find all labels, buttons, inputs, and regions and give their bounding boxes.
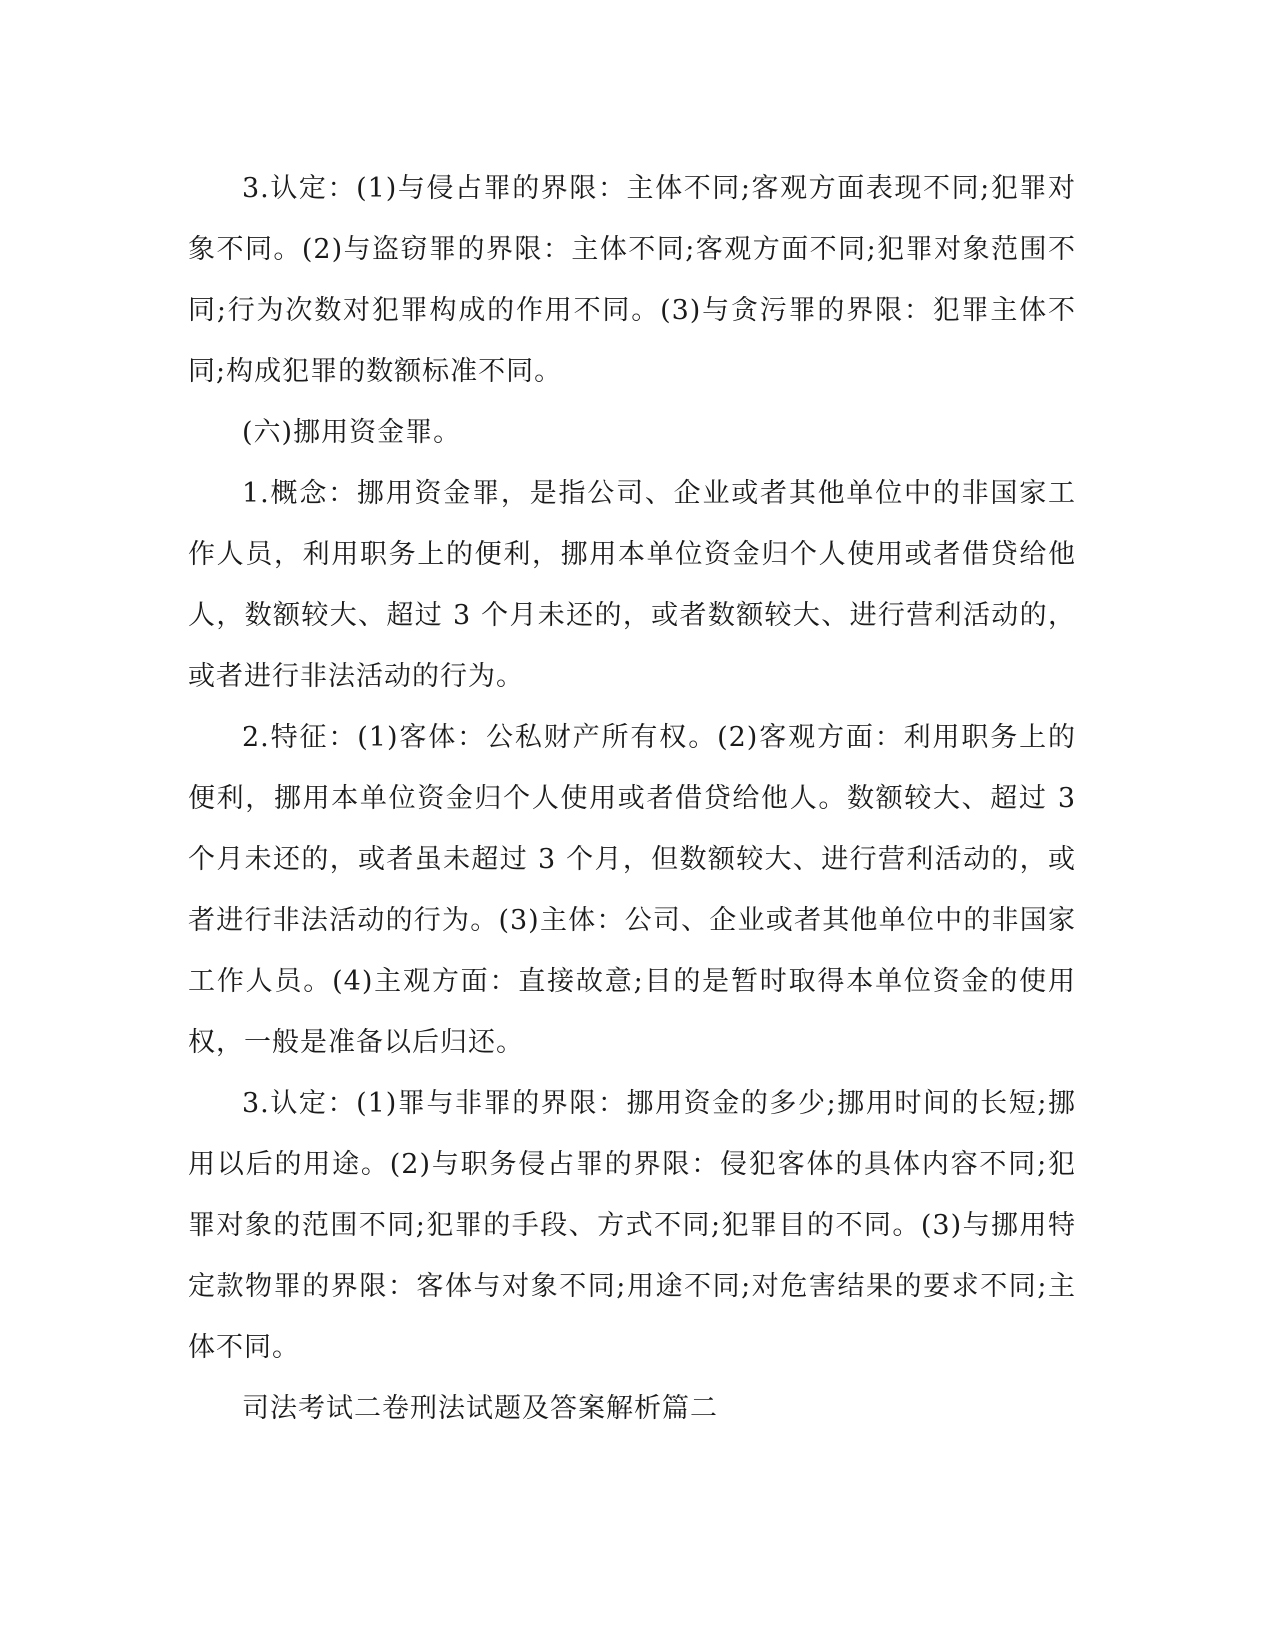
document-body	[188, 158, 1076, 1439]
section-heading-misappropriation: (六)挪用资金罪。	[242, 417, 462, 448]
next-section-title: 司法考试二卷刑法试题及答案解析篇二	[242, 1393, 718, 1424]
paragraph-features: 2.特征：(1)客体：公私财产所有权。(2)客观方面：利用职务上的便利，挪用本单位资金归个人使用或者借贷给他人。数额较大、超过 3 个月未还的，或者虽未超过 3 个月，但数额较大、进行营利活动的，或者进行非法活动的行为。(3)主体：公司、企业或者其他单位中的非国家工作人员。(4)主观方面：直接故意;目的是暂时取得本单位资金的使用权，一般是准备以后归还。	[188, 722, 1076, 1058]
paragraph-concept: 1.概念：挪用资金罪，是指公司、企业或者其他单位中的非国家工作人员，利用职务上的便利，挪用本单位资金归个人使用或者借贷给他人，数额较大、超过 3 个月未还的，或者数额较大、进行营利活动的，或者进行非法活动的行为。	[188, 478, 1076, 692]
paragraph-identification-2: 3.认定：(1)罪与非罪的界限：挪用资金的多少;挪用时间的长短;挪用以后的用途。(2)与职务侵占罪的界限：侵犯客体的具体内容不同;犯罪对象的范围不同;犯罪的手段、方式不同;犯罪目的不同。(3)与挪用特定款物罪的界限：客体与对象不同;用途不同;对危害结果的要求不同;主体不同。	[188, 1088, 1076, 1363]
paragraph-identification-1: 3.认定：(1)与侵占罪的界限：主体不同;客观方面表现不同;犯罪对象不同。(2)与盗窃罪的界限：主体不同;客观方面不同;犯罪对象范围不同;行为次数对犯罪构成的作用不同。(3)与贪污罪的界限：犯罪主体不同;构成犯罪的数额标准不同。	[188, 173, 1076, 387]
